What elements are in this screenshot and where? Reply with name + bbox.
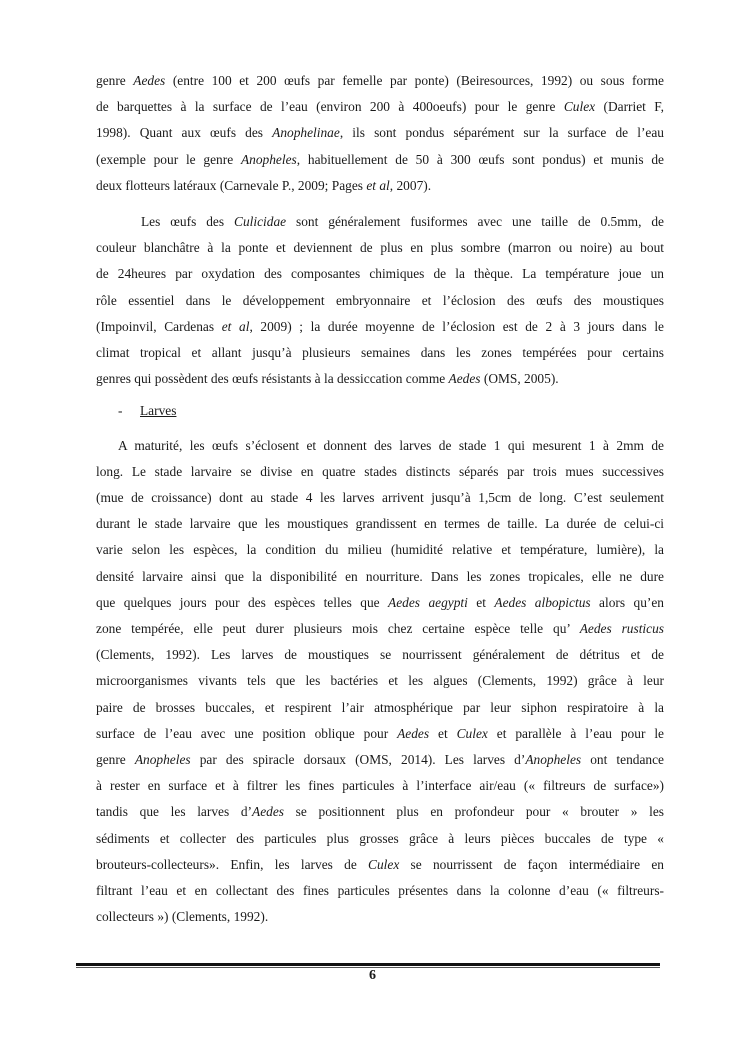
text-line: tandis que les larves d’Aedes se positionnent plus en profondeur pour « brouter » les [96, 804, 664, 820]
text-line: A maturité, les œufs s’éclosent et donnent des larves de stade 1 qui mesurent 1 à 2mm de [118, 437, 664, 453]
text-line: genres qui possèdent des œufs résistants à la dessiccation comme Aedes (OMS, 2005). [96, 371, 559, 387]
italic-term: Aedes albopictus [494, 594, 591, 610]
italic-term: Culicidae [234, 214, 287, 230]
italic-term: Culex [368, 856, 400, 872]
italic-term: Anophelinae [272, 125, 340, 141]
italic-term: Aedes [252, 804, 284, 820]
text-line: de 24heures par oxydation des composantes chimiques de la thèque. La température joue un [96, 266, 664, 282]
text-line: (mue de croissance) dont au stade 4 les larves arrivent jusqu’à 1,5cm de long. C’est seulement [96, 490, 664, 506]
text-line: à rester en surface et à filtrer les fines particules à l’interface air/eau (« filtreurs de surface») [96, 778, 664, 794]
text-line: genre Aedes (entre 100 et 200 œufs par femelle par ponte) (Beiresources, 1992) ou sous forme [96, 73, 665, 88]
page-number: 6 [369, 968, 376, 983]
text-line: couleur blanchâtre à la ponte et deviennent de plus en plus sombre (marron ou noire) au bout [96, 240, 664, 256]
italic-term: Aedes [448, 371, 481, 387]
italic-term: Aedes [133, 73, 166, 88]
italic-term: Culex [563, 99, 596, 115]
text-line: genre Anopheles par des spiracle dorsaux (OMS, 2014). Les larves d’Anopheles ont tendance [96, 752, 664, 768]
text-line: que quelques jours pour des espèces telles que Aedes aegypti et Aedes albopictus alors qu’en [96, 594, 664, 610]
text-line: de barquettes à la surface de l’eau (environ 200 à 400oeufs) pour le genre Culex (Darriet F, [96, 99, 664, 115]
text-line: Les œufs des Culicidae sont généralement fusiformes avec une taille de 0.5mm, de [141, 214, 664, 230]
text-line: deux flotteurs latéraux (Carnevale P., 2009; Pages et al, 2007). [96, 177, 432, 193]
paragraph-eggs-description [96, 209, 664, 392]
italic-term: Anopheles [134, 752, 191, 768]
text-line: climat tropical et allant jusqu’à plusieurs semaines dans les zones tempérées pour certains [96, 345, 664, 361]
italic-term: Aedes rusticus [579, 621, 664, 637]
text-line: zone tempérée, elle peut durer plusieurs mois chez certaine espèce telle qu’ Aedes rusticus [96, 621, 664, 637]
text-line: paire de brosses buccales, et respirent l’air atmosphérique par leur siphon respiratoire à la [96, 699, 664, 715]
text-line: filtrant l’eau et en collectant des fines particules présentes dans la colonne d’eau (« filtreurs- [96, 883, 664, 899]
italic-term: Aedes [397, 725, 430, 741]
italic-term: Aedes aegypti [388, 594, 468, 610]
document-page [96, 68, 664, 931]
italic-term: Anopheles [525, 752, 582, 768]
heading-dash: - [118, 403, 123, 419]
text-line: densité larvaire ainsi que la disponibilité en nourriture. Dans les zones tropicales, elle ne dure [96, 568, 664, 584]
text-line: surface de l’eau avec une position oblique pour Aedes et Culex et parallèle à l’eau pour le [96, 725, 664, 741]
section-heading-larves [96, 398, 664, 424]
text-line: (exemple pour le genre Anopheles, habituellement de 50 à 300 œufs sont pondus) et munis de [96, 151, 664, 167]
text-line: long. Le stade larvaire se divise en quatre stades distincts séparés par trois mues successives [96, 463, 664, 479]
italic-term: et al [221, 318, 250, 334]
italic-term: Culex [456, 725, 488, 741]
text-line: (Impoinvil, Cardenas et al, 2009) ; la durée moyenne de l’éclosion est de 2 à 3 jours dans le [96, 318, 664, 334]
text-line: durant le stade larvaire que les moustiques grandissent en termes de taille. La durée de celui-ci [96, 516, 664, 532]
heading-label: Larves [140, 403, 177, 419]
italic-term: et al [366, 177, 390, 193]
text-line: rôle essentiel dans le développement embryonnaire et l’éclosion des œufs des moustiques [96, 292, 664, 308]
paragraph-eggs-laying [96, 68, 664, 199]
text-line: brouteurs-collecteurs». Enfin, les larves de Culex se nourrissent de façon intermédiaire en [96, 856, 664, 872]
text-line: 1998). Quant aux œufs des Anophelinae, ils sont pondus séparément sur la surface de l’eau [96, 125, 664, 141]
text-line: varie selon les espèces, la condition du milieu (humidité relative et température, lumière), la [96, 542, 664, 558]
text-line: collecteurs ») (Clements, 1992). [96, 909, 269, 925]
text-line: microorganismes vivants tels que les bactéries et les algues (Clements, 1992) grâce à leur [96, 673, 664, 689]
text-line: sédiments et collecter des particules plus grosses grâce à leurs pièces buccales de type « [96, 830, 664, 846]
text-line: (Clements, 1992). Les larves de moustiques se nourrissent généralement de détritus et de [96, 647, 664, 663]
paragraph-larvae [96, 433, 664, 931]
italic-term: Anopheles [240, 151, 297, 167]
